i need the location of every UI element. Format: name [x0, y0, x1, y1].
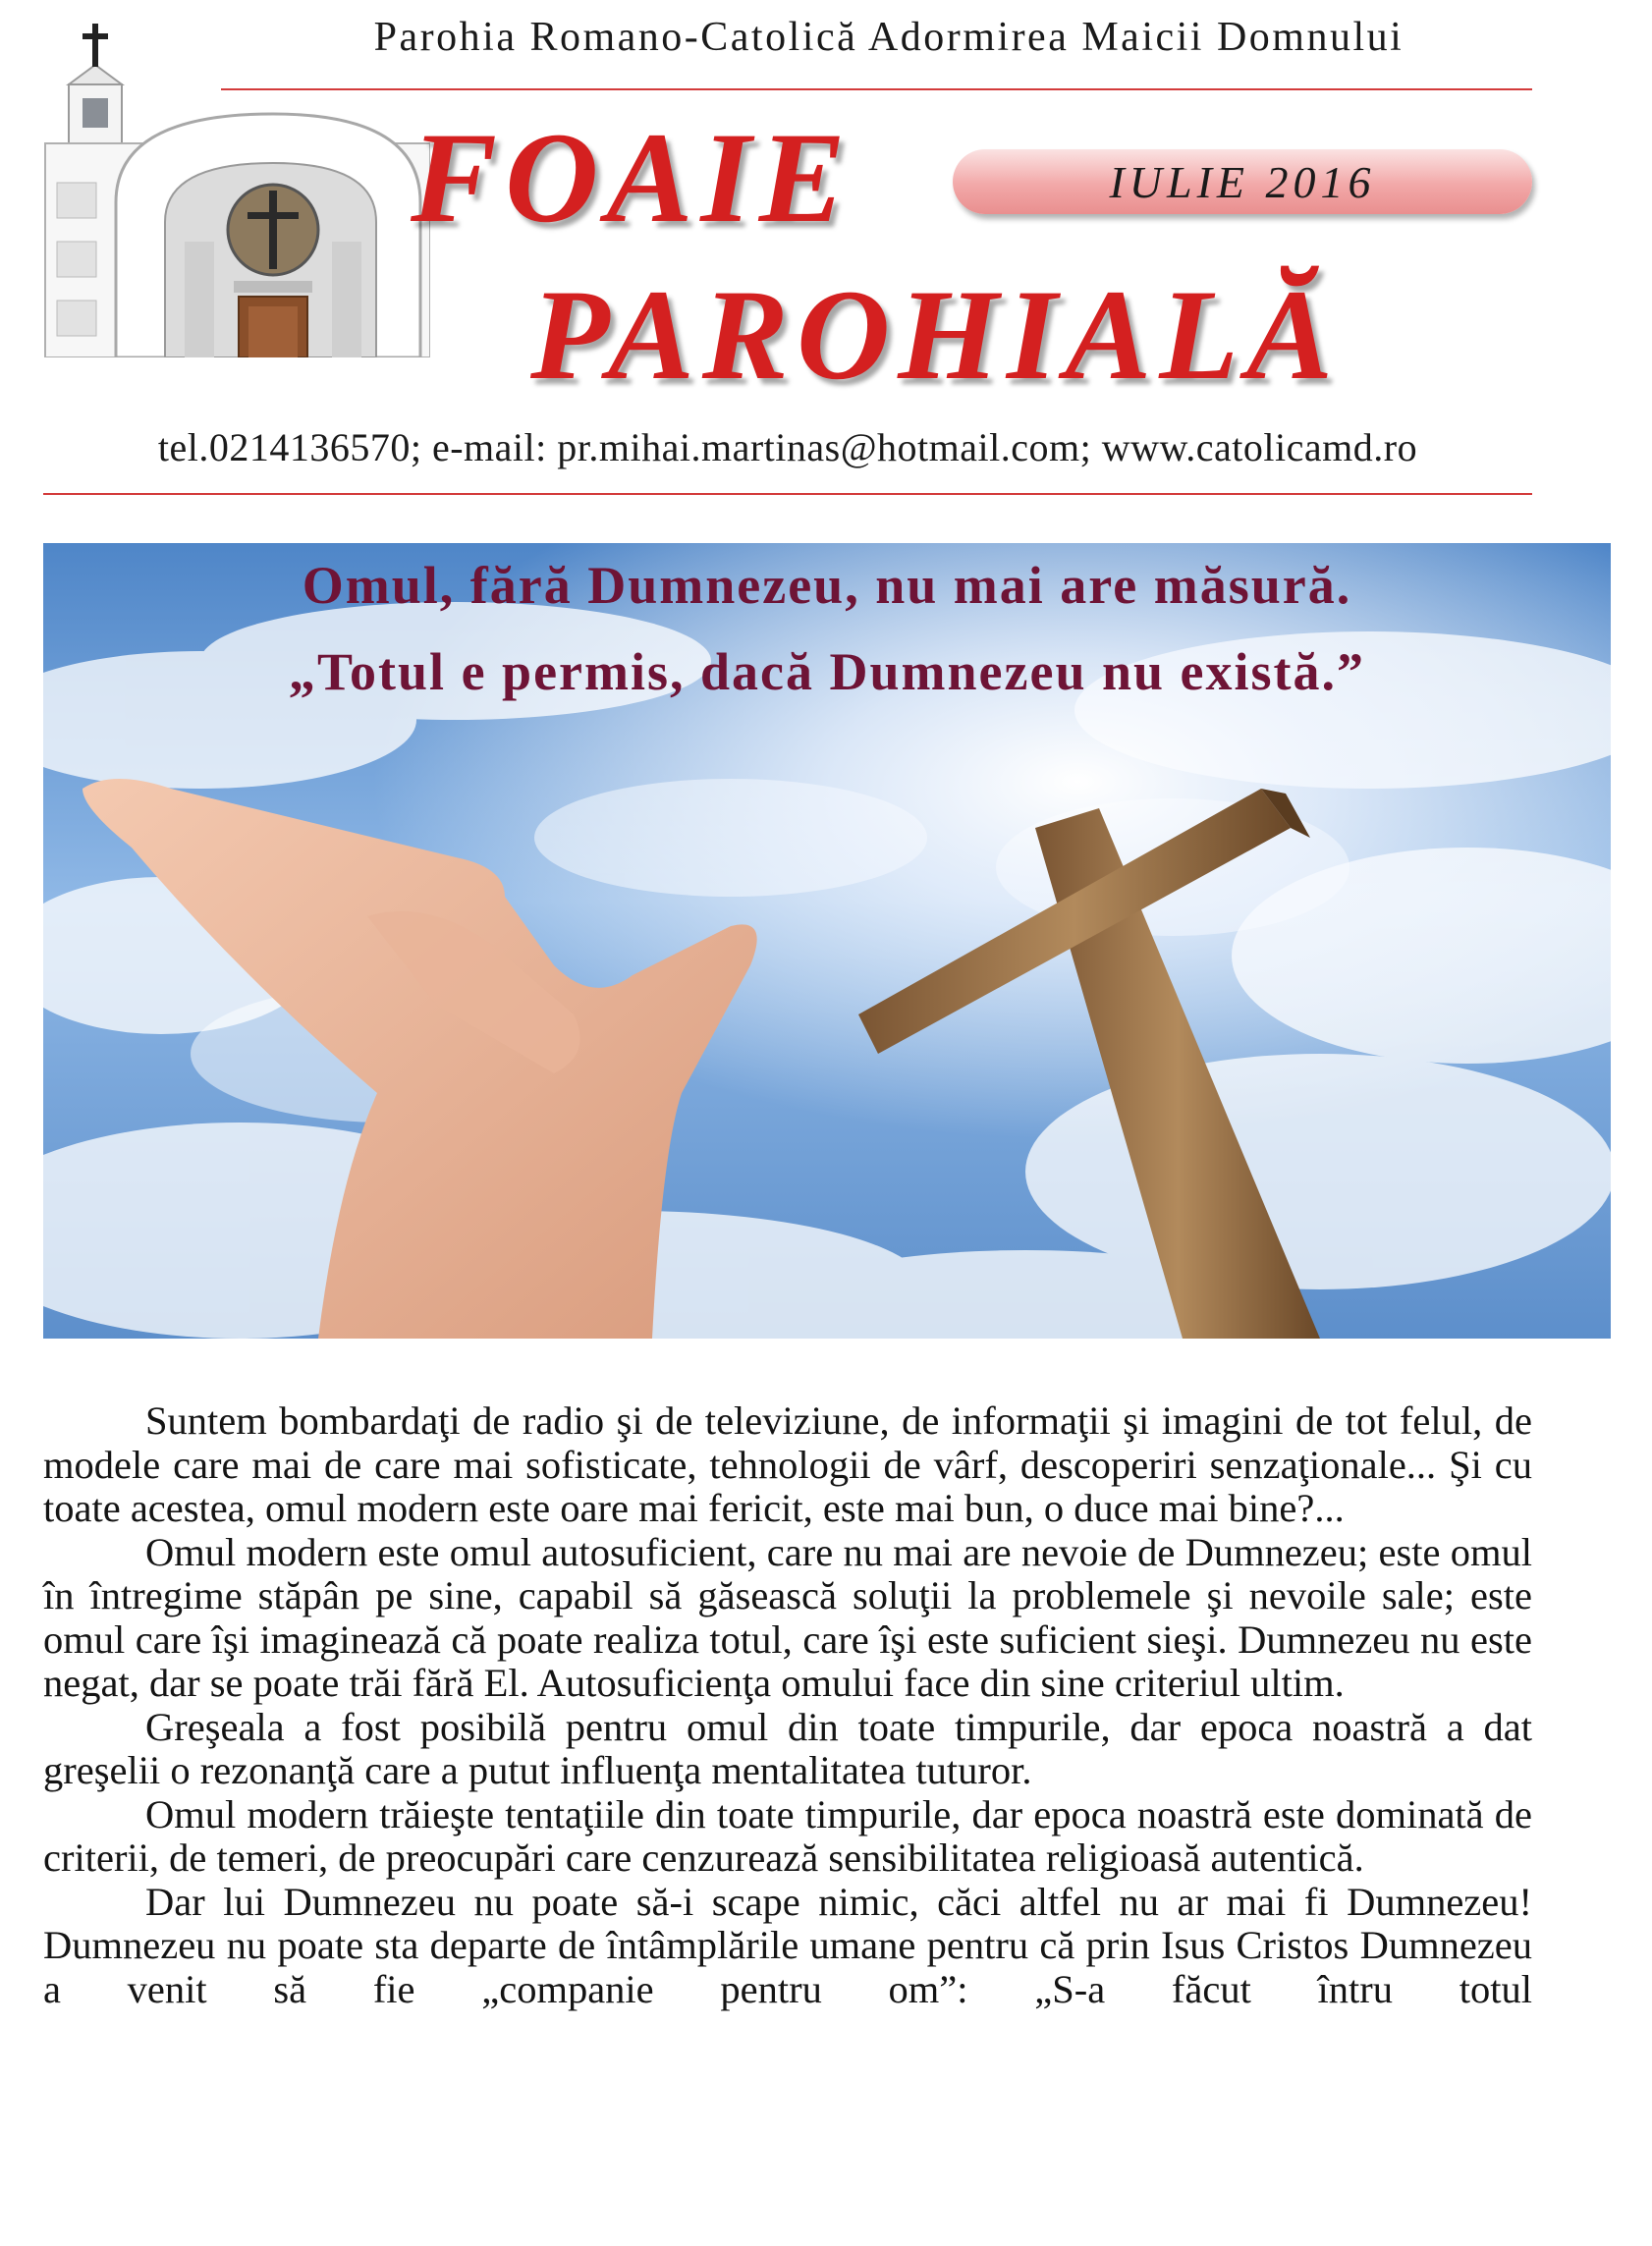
issue-date-badge	[953, 149, 1532, 214]
parish-name: Parohia Romano-Catolică Adormirea Maicii Domnului	[373, 15, 1404, 60]
article-paragraph: Dar lui Dumnezeu nu poate să-i scape nimic, căci altfel nu ar mai fi Dumnezeu! Dumnezeu nu poate sta departe de întâmplările umane pentru că prin Isus Cristos Dumnezeu a venit să fie „companie pentru om”: „S-a făcut întru totul	[43, 1879, 1532, 2011]
issue-date: IULIE 2016	[1109, 156, 1376, 207]
article-paragraph: Omul modern este omul autosuficient, care nu mai are nevoie de Dumnezeu; este omul în întregime stăpân pe sine, capabil să găsească soluţii la problemele şi nevoile sale; este omul care îşi imaginează că poate realiza totul, care îşi este suficient sieşi. Dumnezeu nu este negat, dar se poate trăi fără El. Autosuficienţa omului face din sine criteriul ultim.	[43, 1529, 1532, 1705]
church-building-icon	[37, 16, 430, 357]
header-top-rule	[221, 88, 1532, 90]
contact-info: tel.0214136570; e-mail: pr.mihai.martinas@hotmail.com; www.catolicamd.ro	[157, 425, 1418, 469]
hero-image	[43, 543, 1611, 1339]
title-line-2: PAROHIALĂ	[530, 262, 1342, 407]
header-bottom-rule	[43, 493, 1532, 495]
article-paragraph: Omul modern trăieşte tentaţiile din toate timpurile, dar epoca noastră este dominată de criterii, de temeri, de preocupări care cenzurează sensibilitatea religioasă autentică.	[43, 1791, 1532, 1880]
title-line-1: FOAIE	[411, 105, 854, 249]
article-body	[43, 1399, 1532, 2011]
article-paragraph: Suntem bombardaţi de radio şi de televiziune, de informaţii şi imagini de tot felul, de modele care mai de care mai sofisticate, tehnologii de vârf, descoperiri senzaţionale... Şi cu toate acestea, omul modern este oare mai fericit, este mai bun, o duce mai bine?...	[43, 1398, 1532, 1530]
article-paragraph: Greşeala a fost posibilă pentru omul din toate timpurile, dar epoca noastră a dat greşelii o rezonanţă care a putut influenţa mentalitatea tuturor.	[43, 1704, 1532, 1792]
hero-quote-line-1: Omul, fără Dumnezeu, nu mai are măsură.	[302, 556, 1352, 615]
hero-quote-line-2: „Totul e permis, dacă Dumnezeu nu există.”	[288, 642, 1366, 701]
